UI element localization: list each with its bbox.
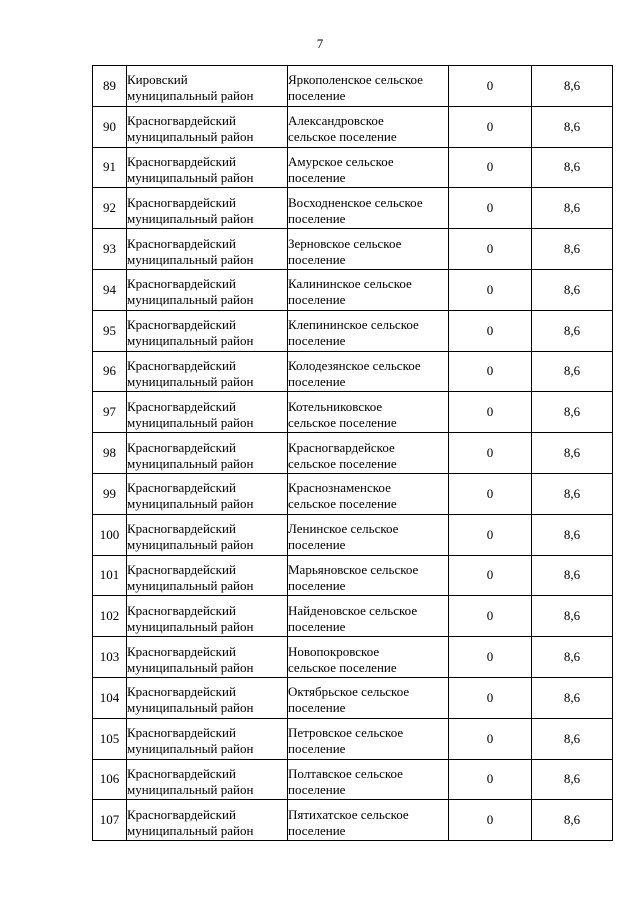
district-line: муниципальный район [127, 210, 254, 226]
value-2-cell: 8,6 [532, 392, 613, 433]
settlement-text [288, 108, 448, 145]
district-line: Красногвардейский [127, 276, 236, 292]
district-cell [127, 555, 288, 596]
district-line: муниципальный район [127, 88, 254, 104]
settlement-text [288, 475, 448, 512]
settlement-text [288, 231, 448, 268]
district-line: Красногвардейский [127, 317, 236, 333]
value-1-cell: 0 [449, 718, 532, 759]
district-cell [127, 147, 288, 188]
district-line: муниципальный район [127, 414, 254, 430]
district-line: Красногвардейский [127, 643, 236, 659]
page-number: 7 [316, 36, 324, 51]
value-1-cell: 0 [449, 596, 532, 637]
settlement-text [288, 353, 448, 390]
district-cell [127, 188, 288, 229]
settlement-cell [288, 555, 449, 596]
district-line: муниципальный район [127, 700, 254, 716]
row-number-cell: 94 [93, 269, 127, 310]
value-1-cell: 0 [449, 66, 532, 107]
settlement-text [288, 557, 448, 594]
district-line: муниципальный район [127, 292, 254, 308]
district-text [127, 108, 287, 145]
district-text [127, 679, 287, 716]
settlement-cell [288, 677, 449, 718]
settlement-line: сельское поселение [288, 129, 397, 145]
table-row [93, 106, 613, 147]
table-row [93, 473, 613, 514]
value-2-cell: 8,6 [532, 514, 613, 555]
district-line: Красногвардейский [127, 602, 236, 618]
value-1-cell: 0 [449, 229, 532, 270]
district-text [127, 639, 287, 676]
district-line: Красногвардейский [127, 439, 236, 455]
settlement-line: Полтавское сельское [288, 765, 403, 781]
district-text [127, 598, 287, 635]
settlement-line: Краснознаменское [288, 480, 391, 496]
settlement-line: поселение [288, 577, 346, 593]
district-line: муниципальный район [127, 455, 254, 471]
district-text [127, 802, 287, 839]
value-2-cell: 8,6 [532, 66, 613, 107]
settlement-line: Найденовское сельское [288, 602, 418, 618]
settlement-text [288, 802, 448, 839]
settlement-text [288, 271, 448, 308]
table-row [93, 555, 613, 596]
row-number-cell: 99 [93, 473, 127, 514]
settlement-line: сельское поселение [288, 496, 397, 512]
settlement-line: поселение [288, 741, 346, 757]
value-2-cell: 8,6 [532, 269, 613, 310]
value-2-cell: 8,6 [532, 800, 613, 841]
settlement-line: Амурское сельское [288, 153, 394, 169]
value-1-cell: 0 [449, 637, 532, 678]
settlement-cell [288, 229, 449, 270]
settlement-cell [288, 637, 449, 678]
table-row [93, 147, 613, 188]
district-cell [127, 66, 288, 107]
settlement-line: Новопокровское [288, 643, 380, 659]
table-row [93, 310, 613, 351]
district-line: муниципальный район [127, 333, 254, 349]
settlement-line: поселение [288, 373, 346, 389]
row-number-cell: 104 [93, 677, 127, 718]
value-1-cell: 0 [449, 800, 532, 841]
district-text [127, 435, 287, 472]
table-row [93, 351, 613, 392]
settlement-cell [288, 392, 449, 433]
row-number-cell: 97 [93, 392, 127, 433]
row-number-cell: 98 [93, 433, 127, 474]
value-1-cell: 0 [449, 269, 532, 310]
table-row [93, 392, 613, 433]
settlement-line: Пятихатское сельское [288, 806, 409, 822]
settlement-line: Красногвардейское [288, 439, 395, 455]
district-cell [127, 310, 288, 351]
district-line: муниципальный район [127, 169, 254, 185]
settlement-line: поселение [288, 210, 346, 226]
row-number-cell: 89 [93, 66, 127, 107]
table-row [93, 718, 613, 759]
district-line: Красногвардейский [127, 113, 236, 129]
district-line: Красногвардейский [127, 398, 236, 414]
row-number-cell: 101 [93, 555, 127, 596]
district-line: Красногвардейский [127, 684, 236, 700]
settlement-cell [288, 351, 449, 392]
district-line: Красногвардейский [127, 561, 236, 577]
table-row [93, 800, 613, 841]
district-line: Красногвардейский [127, 725, 236, 741]
settlement-line: поселение [288, 292, 346, 308]
district-line: муниципальный район [127, 618, 254, 634]
settlement-line: поселение [288, 618, 346, 634]
district-line: муниципальный район [127, 822, 254, 838]
value-2-cell: 8,6 [532, 310, 613, 351]
settlement-line: поселение [288, 537, 346, 553]
settlement-text [288, 190, 448, 227]
value-1-cell: 0 [449, 310, 532, 351]
district-cell [127, 759, 288, 800]
table-row [93, 637, 613, 678]
district-cell [127, 637, 288, 678]
district-line: Красногвардейский [127, 480, 236, 496]
district-line: Красногвардейский [127, 765, 236, 781]
settlement-line: сельское поселение [288, 659, 397, 675]
district-cell [127, 596, 288, 637]
row-number-cell: 105 [93, 718, 127, 759]
district-cell [127, 106, 288, 147]
value-2-cell: 8,6 [532, 229, 613, 270]
district-line: муниципальный район [127, 577, 254, 593]
settlement-text [288, 720, 448, 757]
settlement-text [288, 149, 448, 186]
settlements-table [92, 65, 613, 841]
value-2-cell: 8,6 [532, 759, 613, 800]
value-2-cell: 8,6 [532, 473, 613, 514]
row-number-cell: 100 [93, 514, 127, 555]
district-cell [127, 392, 288, 433]
settlement-cell [288, 310, 449, 351]
district-line: Красногвардейский [127, 357, 236, 373]
settlement-text [288, 435, 448, 472]
value-2-cell: 8,6 [532, 718, 613, 759]
settlement-line: поселение [288, 333, 346, 349]
settlement-line: сельское поселение [288, 414, 397, 430]
settlement-line: Александровское [288, 113, 384, 129]
district-cell [127, 269, 288, 310]
settlement-line: поселение [288, 700, 346, 716]
row-number-cell: 92 [93, 188, 127, 229]
table-row [93, 66, 613, 107]
row-number-cell: 91 [93, 147, 127, 188]
settlement-cell [288, 800, 449, 841]
settlement-cell [288, 147, 449, 188]
value-2-cell: 8,6 [532, 677, 613, 718]
settlement-text [288, 394, 448, 431]
settlement-line: Петровское сельское [288, 725, 404, 741]
value-1-cell: 0 [449, 147, 532, 188]
row-number-cell: 93 [93, 229, 127, 270]
value-1-cell: 0 [449, 759, 532, 800]
value-2-cell: 8,6 [532, 147, 613, 188]
district-line: муниципальный район [127, 537, 254, 553]
district-line: муниципальный район [127, 373, 254, 389]
value-2-cell: 8,6 [532, 106, 613, 147]
value-1-cell: 0 [449, 555, 532, 596]
settlement-text [288, 761, 448, 798]
district-line: Красногвардейский [127, 194, 236, 210]
district-text [127, 149, 287, 186]
value-1-cell: 0 [449, 473, 532, 514]
district-text [127, 190, 287, 227]
settlement-cell [288, 718, 449, 759]
district-text [127, 231, 287, 268]
settlement-cell [288, 66, 449, 107]
row-number-cell: 90 [93, 106, 127, 147]
settlement-line: поселение [288, 88, 346, 104]
settlement-cell [288, 596, 449, 637]
district-line: муниципальный район [127, 251, 254, 267]
district-text [127, 557, 287, 594]
settlement-text [288, 598, 448, 635]
settlement-line: Калининское сельское [288, 276, 412, 292]
settlement-text [288, 67, 448, 104]
district-line: Кировский [127, 72, 188, 88]
table-row [93, 677, 613, 718]
district-text [127, 67, 287, 104]
district-text [127, 394, 287, 431]
settlement-line: Восходненское сельское [288, 194, 423, 210]
value-1-cell: 0 [449, 433, 532, 474]
settlement-text [288, 516, 448, 553]
district-line: муниципальный район [127, 129, 254, 145]
table-row [93, 433, 613, 474]
settlement-text [288, 312, 448, 349]
value-1-cell: 0 [449, 392, 532, 433]
settlement-line: Яркополенское сельское [288, 72, 423, 88]
table-row [93, 514, 613, 555]
settlement-line: Октябрьское сельское [288, 684, 410, 700]
district-line: муниципальный район [127, 781, 254, 797]
settlement-text [288, 639, 448, 676]
district-text [127, 720, 287, 757]
row-number-cell: 103 [93, 637, 127, 678]
settlement-cell [288, 473, 449, 514]
settlement-line: Марьяновское сельское [288, 561, 419, 577]
district-cell [127, 229, 288, 270]
settlement-line: поселение [288, 822, 346, 838]
district-line: муниципальный район [127, 496, 254, 512]
district-line: Красногвардейский [127, 806, 236, 822]
value-2-cell: 8,6 [532, 637, 613, 678]
settlement-cell [288, 106, 449, 147]
district-cell [127, 351, 288, 392]
settlement-line: Клепининское сельское [288, 317, 419, 333]
settlement-cell [288, 433, 449, 474]
district-text [127, 353, 287, 390]
value-2-cell: 8,6 [532, 555, 613, 596]
value-1-cell: 0 [449, 188, 532, 229]
settlement-line: поселение [288, 781, 346, 797]
settlement-line: поселение [288, 251, 346, 267]
district-line: муниципальный район [127, 741, 254, 757]
district-cell [127, 514, 288, 555]
district-cell [127, 800, 288, 841]
settlement-text [288, 679, 448, 716]
table-row [93, 759, 613, 800]
district-cell [127, 718, 288, 759]
district-line: Красногвардейский [127, 153, 236, 169]
district-cell [127, 677, 288, 718]
value-2-cell: 8,6 [532, 596, 613, 637]
district-text [127, 312, 287, 349]
value-2-cell: 8,6 [532, 188, 613, 229]
row-number-cell: 102 [93, 596, 127, 637]
table-body [93, 66, 613, 841]
settlement-line: Ленинское сельское [288, 521, 399, 537]
settlement-cell [288, 269, 449, 310]
settlement-line: поселение [288, 169, 346, 185]
district-text [127, 516, 287, 553]
value-2-cell: 8,6 [532, 351, 613, 392]
district-line: Красногвардейский [127, 521, 236, 537]
row-number-cell: 95 [93, 310, 127, 351]
settlement-cell [288, 188, 449, 229]
district-cell [127, 473, 288, 514]
settlement-cell [288, 514, 449, 555]
value-1-cell: 0 [449, 514, 532, 555]
value-1-cell: 0 [449, 677, 532, 718]
table-row [93, 596, 613, 637]
district-text [127, 761, 287, 798]
district-text [127, 271, 287, 308]
value-1-cell: 0 [449, 351, 532, 392]
district-cell [127, 433, 288, 474]
row-number-cell: 96 [93, 351, 127, 392]
settlement-line: Колодезянское сельское [288, 357, 421, 373]
settlement-cell [288, 759, 449, 800]
district-line: муниципальный район [127, 659, 254, 675]
settlement-line: сельское поселение [288, 455, 397, 471]
district-text [127, 475, 287, 512]
settlement-line: Зерновское сельское [288, 235, 402, 251]
table-row [93, 188, 613, 229]
settlement-line: Котельниковское [288, 398, 383, 414]
table-row [93, 269, 613, 310]
row-number-cell: 106 [93, 759, 127, 800]
row-number-cell: 107 [93, 800, 127, 841]
value-2-cell: 8,6 [532, 433, 613, 474]
district-line: Красногвардейский [127, 235, 236, 251]
value-1-cell: 0 [449, 106, 532, 147]
table-row [93, 229, 613, 270]
